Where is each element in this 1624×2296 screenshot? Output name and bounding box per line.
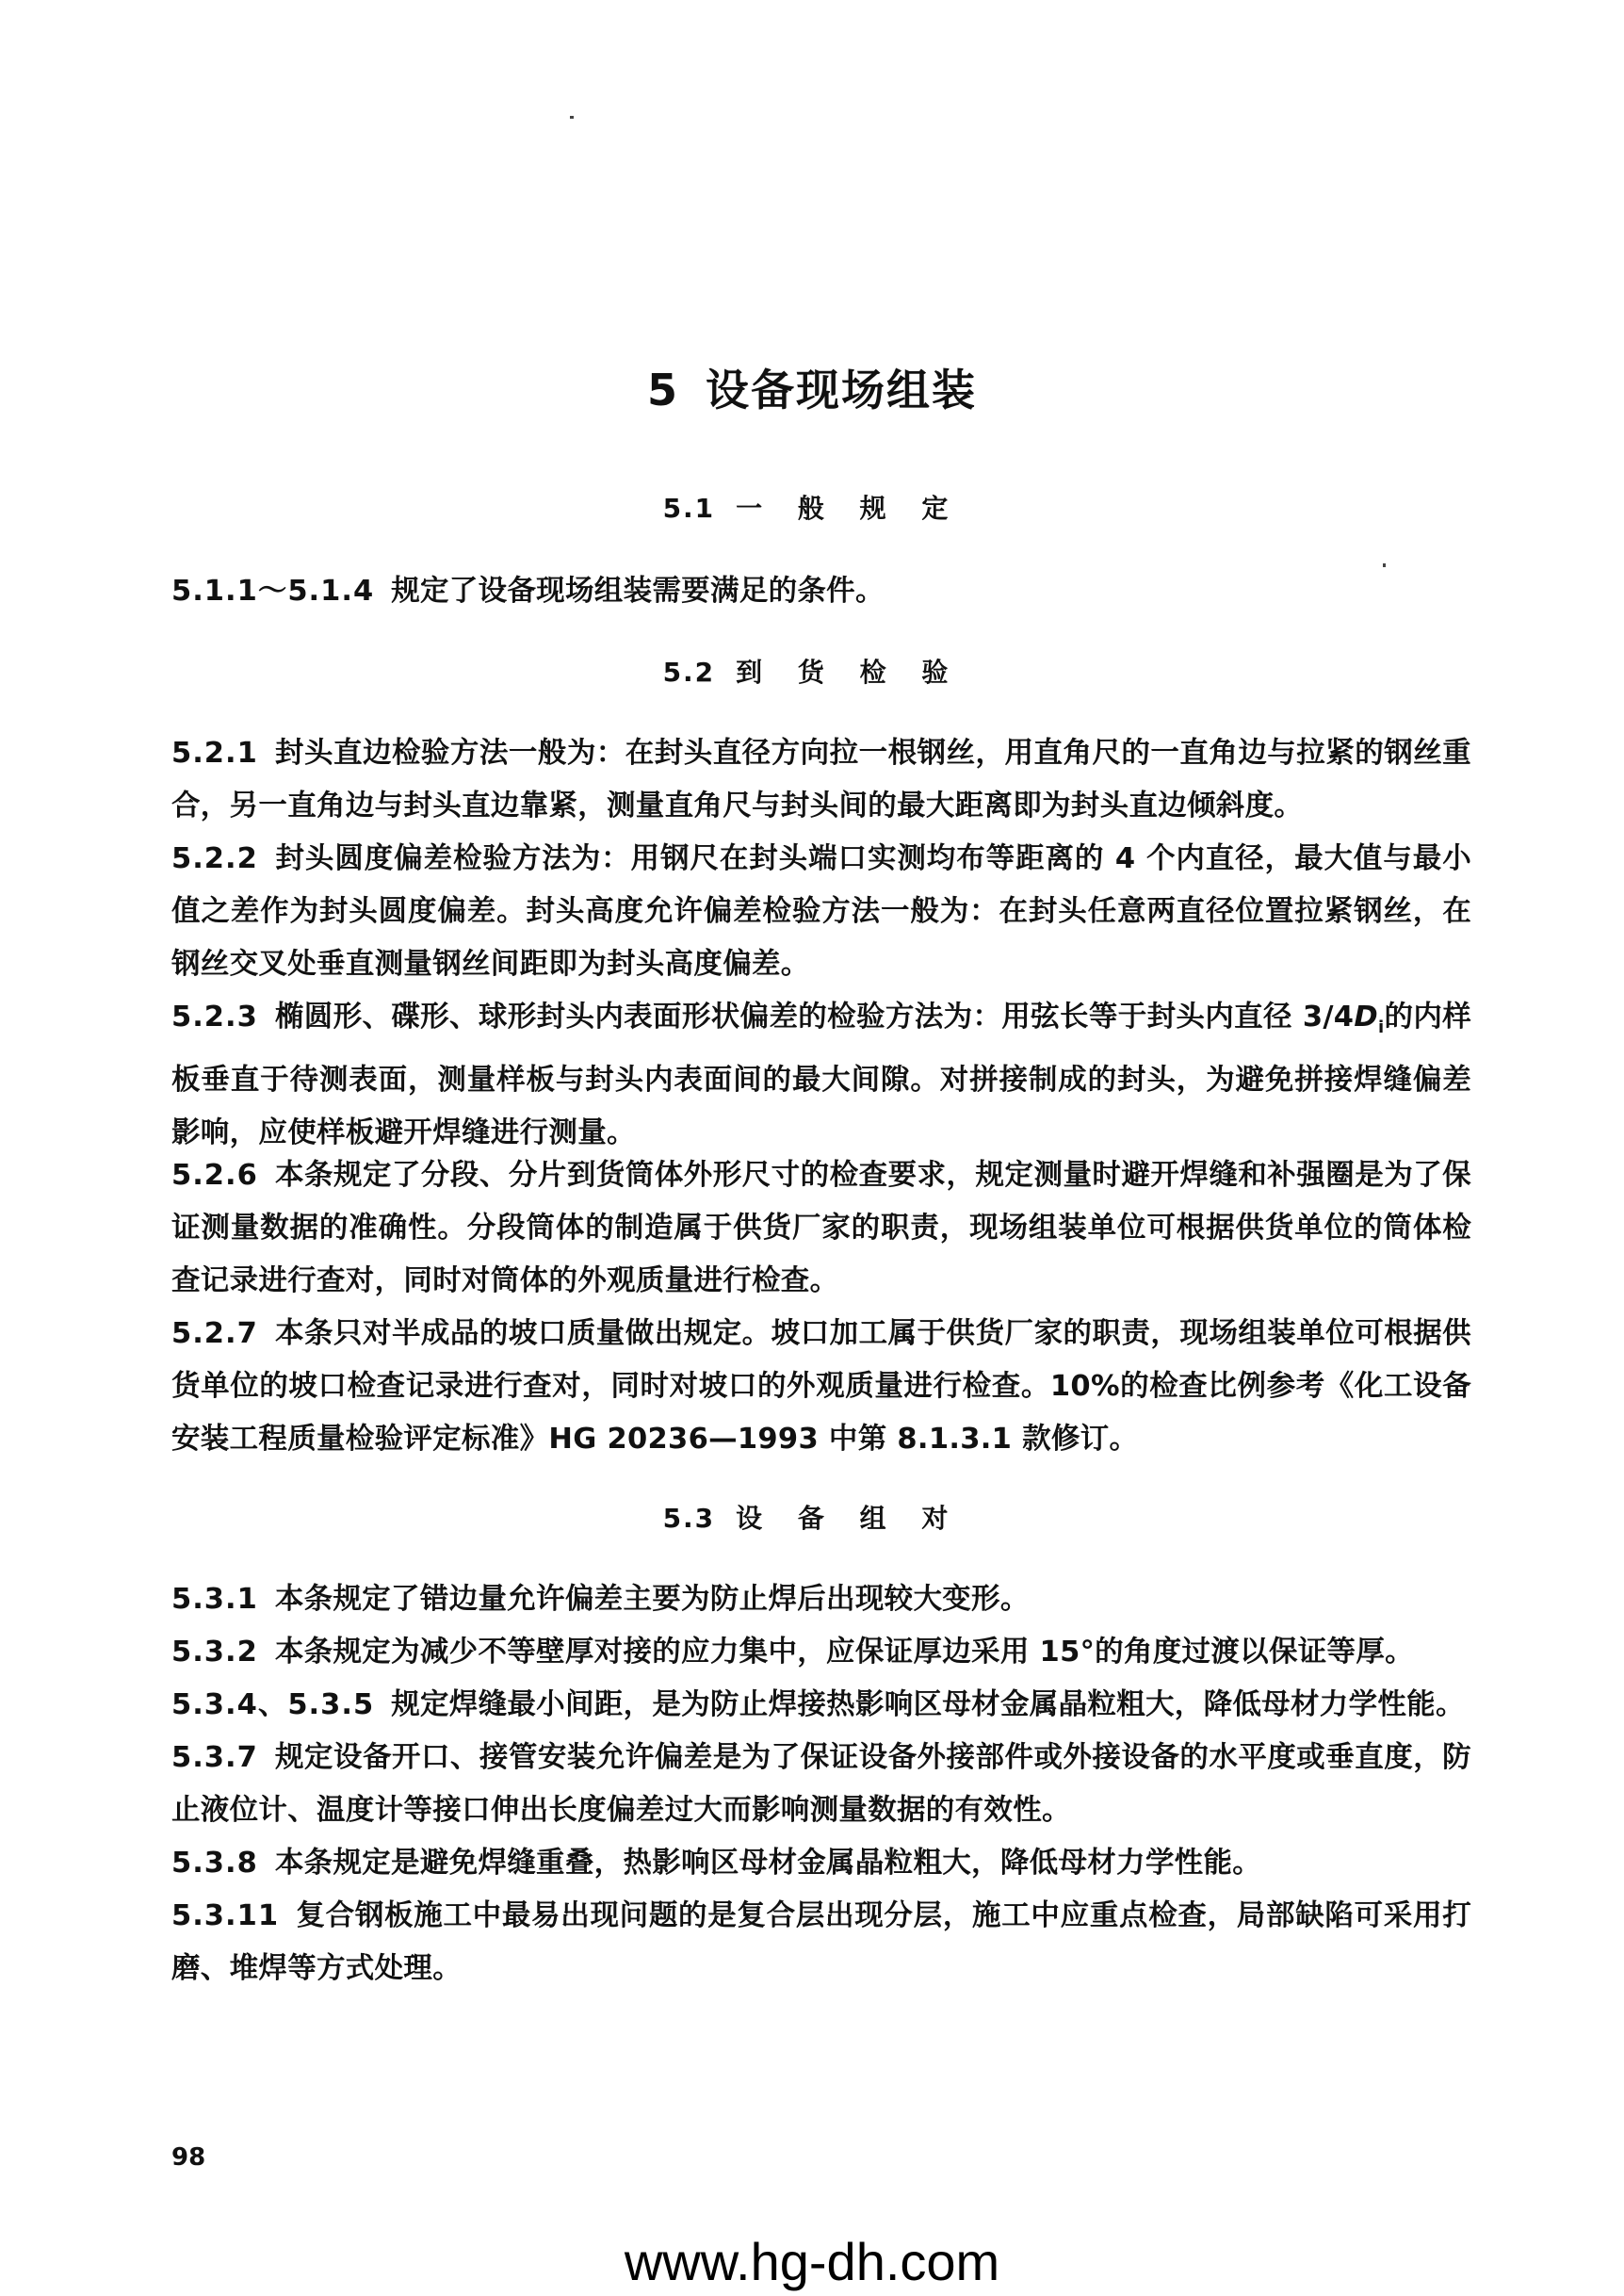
section-number: 5.3 <box>662 1503 716 1534</box>
clause-paragraph <box>171 1837 1471 1890</box>
clause-paragraph <box>171 1149 1471 1308</box>
clause-label: 5.2.6 <box>171 1159 258 1192</box>
page-number: 98 <box>171 2143 206 2172</box>
clause-paragraph <box>171 565 1471 618</box>
math-subscript: i <box>1377 1018 1385 1038</box>
chapter-title-text: 设备现场组装 <box>706 365 977 415</box>
clause-text: 本条规定是避免焊缝重叠，热影响区母材金属晶粒粗大，降低母材力学性能。 <box>274 1847 1262 1880</box>
section-title: 设 备 组 对 <box>736 1503 962 1534</box>
section-heading <box>0 1498 1624 1536</box>
clause-paragraph <box>171 727 1471 833</box>
section-heading <box>0 652 1624 690</box>
math-variable: D <box>1354 1001 1378 1034</box>
chapter-title <box>0 356 1624 418</box>
scan-speck <box>570 116 574 119</box>
section-heading <box>0 488 1624 526</box>
clause-label: 5.2.2 <box>171 842 258 875</box>
clause-text: 椭圆形、碟形、球形封头内表面形状偏差的检验方法为：用弦长等于封头内直径 3/4 <box>274 1001 1355 1034</box>
clause-paragraph <box>171 1890 1471 1995</box>
clause-label: 5.2.1 <box>171 737 258 770</box>
section-title: 一 般 规 定 <box>736 493 962 524</box>
clause-label: 5.3.8 <box>171 1847 258 1880</box>
section-title: 到 货 检 验 <box>736 657 962 688</box>
clause-text: 规定设备开口、接管安装允许偏差是为了保证设备外接部件或外接设备的水平度或垂直度，防止液位计、温度计等接口伸出长度偏差过大而影响测量数据的有效性。 <box>171 1741 1471 1827</box>
clause-text: 封头直边检验方法一般为：在封头直径方向拉一根钢丝，用直角尺的一直角边与拉紧的钢丝重合，另一直角边与封头直边靠紧，测量直角尺与封头间的最大距离即为封头直边倾斜度。 <box>171 737 1471 822</box>
clause-paragraph <box>171 1573 1471 1626</box>
clause-label: 5.3.11 <box>171 1899 280 1932</box>
section-number: 5.2 <box>662 657 716 688</box>
clause-text: 的内样板垂直于待测表面，测量样板与封头内表面间的最大间隙。对拼接制成的封头，为避免拼接焊缝偏差影响，应使样板避开焊缝进行测量。 <box>171 1001 1471 1150</box>
watermark-url: www.hg-dh.com <box>624 2232 1000 2291</box>
clause-paragraph <box>171 1308 1471 1466</box>
clause-text: 封头圆度偏差检验方法为：用钢尺在封头端口实测均布等距离的 4 个内直径，最大值与最小值之差作为封头圆度偏差。封头高度允许偏差检验方法一般为：在封头任意两直径位置拉紧钢丝，在钢丝交叉处垂直测量钢丝间距即为封头高度偏差。 <box>171 842 1471 981</box>
clause-text: 本条规定了错边量允许偏差主要为防止焊后出现较大变形。 <box>274 1583 1030 1616</box>
clause-text: 本条规定了分段、分片到货筒体外形尺寸的检查要求，规定测量时避开焊缝和补强圈是为了保证测量数据的准确性。分段筒体的制造属于供货厂家的职责，现场组装单位可根据供货单位的筒体检查记录进行查对，同时对筒体的外观质量进行检查。 <box>171 1159 1471 1297</box>
clause-text: 规定了设备现场组装需要满足的条件。 <box>391 575 885 608</box>
clause-paragraph <box>171 1626 1471 1679</box>
clause-text: 本条只对半成品的坡口质量做出规定。坡口加工属于供货厂家的职责，现场组装单位可根据供货单位的坡口检查记录进行查对，同时对坡口的外观质量进行检查。10%的检查比例参考《化工设备安装工程质量检验评定标准》HG 20236—1993 中第 8.1.3.1 款修订。 <box>171 1317 1471 1456</box>
clause-text: 本条规定为减少不等壁厚对接的应力集中，应保证厚边采用 15°的角度过渡以保证等厚。 <box>274 1636 1414 1669</box>
clause-paragraph <box>171 1679 1471 1732</box>
clause-paragraph <box>171 991 1471 1160</box>
clause-text: 复合钢板施工中最易出现问题的是复合层出现分层，施工中应重点检查，局部缺陷可采用打磨、堆焊等方式处理。 <box>171 1899 1471 1985</box>
chapter-number: 5 <box>646 365 679 415</box>
clause-label: 5.3.1 <box>171 1583 258 1616</box>
clause-paragraph <box>171 1732 1471 1837</box>
clause-label: 5.2.3 <box>171 1001 258 1034</box>
clause-label: 5.1.1～5.1.4 <box>171 575 375 608</box>
clause-label: 5.3.4、5.3.5 <box>171 1688 375 1721</box>
clause-paragraph <box>171 833 1471 991</box>
clause-label: 5.3.7 <box>171 1741 258 1774</box>
section-number: 5.1 <box>662 493 716 524</box>
clause-label: 5.2.7 <box>171 1317 258 1350</box>
clause-text: 规定焊缝最小间距，是为防止焊接热影响区母材金属晶粒粗大，降低母材力学性能。 <box>391 1688 1465 1721</box>
clause-label: 5.3.2 <box>171 1636 258 1669</box>
